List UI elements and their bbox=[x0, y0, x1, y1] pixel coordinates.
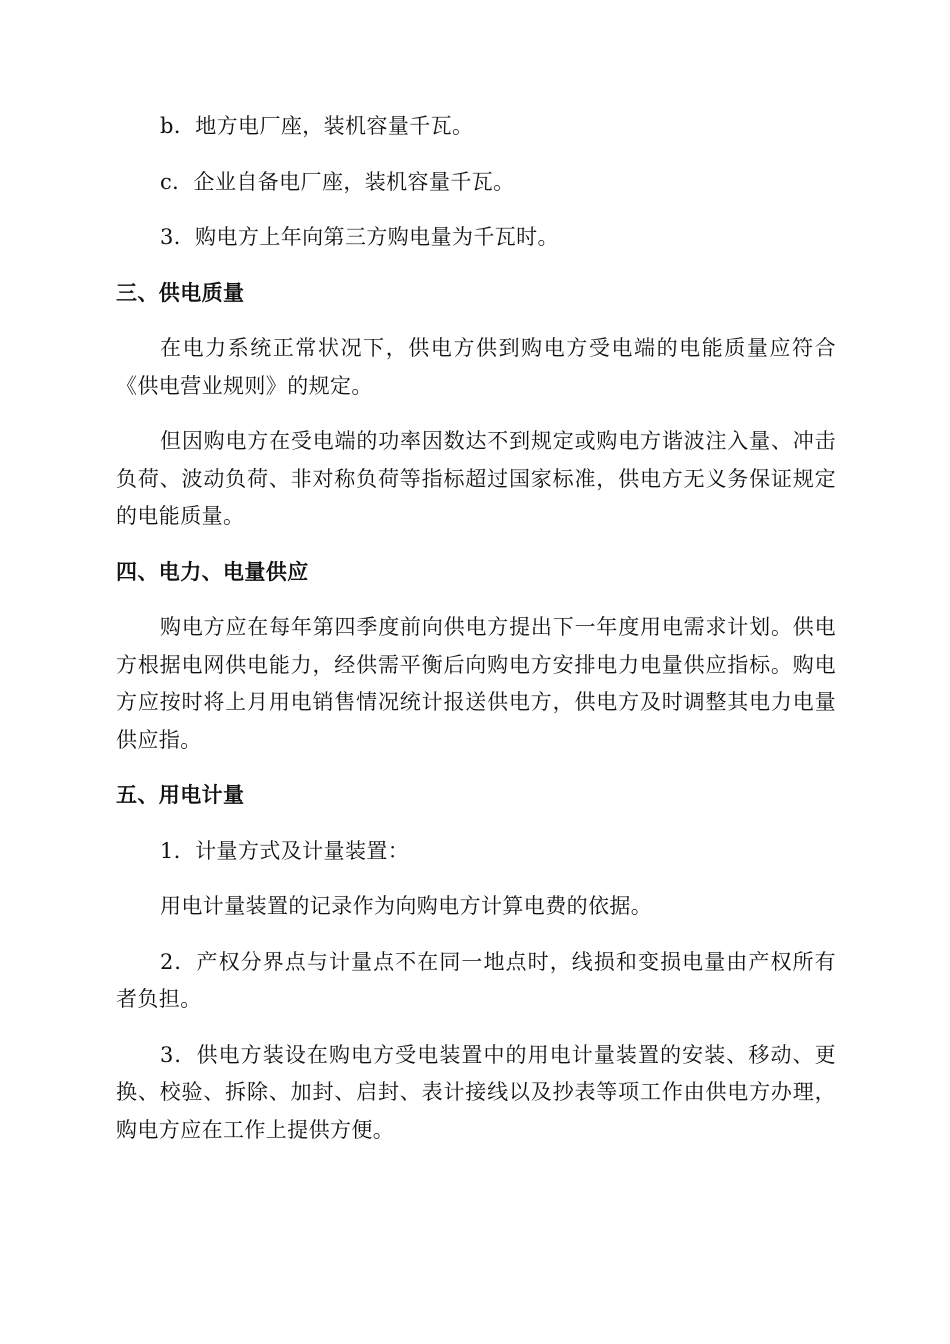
paragraph-metering-basis: 用电计量装置的记录作为向购电方计算电费的依据。 bbox=[160, 894, 653, 918]
paragraph-metering-3: 3．供电方装设在购电方受电装置中的用电计量装置的安装、移动、更换、校验、拆除、加封、启封、表计接线以及抄表等项工作由供电方办理，购电方应在工作上提供方便。 bbox=[116, 1042, 836, 1142]
paragraph-quality-exception: 但因购电方在受电端的功率因数达不到规定或购电方谐波注入量、冲击负荷、波动负荷、非对称负荷等指标超过国家标准，供电方无义务保证规定的电能质量。 bbox=[116, 429, 836, 528]
section-heading-supply-quality: 三、供电质量 bbox=[116, 280, 245, 305]
paragraph-quality-normal: 在电力系统正常状况下，供电方供到购电方受电端的电能质量应符合《供电营业规则》的规定。 bbox=[116, 336, 836, 398]
document-body bbox=[116, 108, 836, 1167]
paragraph-item-3: 3．购电方上年向第三方购电量为千瓦时。 bbox=[160, 225, 559, 249]
paragraph-item-b: b．地方电厂座，装机容量千瓦。 bbox=[160, 114, 474, 138]
paragraph-metering-1: 1．计量方式及计量装置： bbox=[160, 838, 410, 863]
paragraph-item-c: c．企业自备电厂座，装机容量千瓦。 bbox=[160, 169, 515, 194]
section-heading-power-supply: 四、电力、电量供应 bbox=[116, 559, 309, 584]
section-heading-metering: 五、用电计量 bbox=[116, 783, 245, 807]
paragraph-metering-2: 2．产权分界点与计量点不在同一地点时，线损和变损电量由产权所有者负担。 bbox=[116, 949, 836, 1011]
paragraph-power-plan: 购电方应在每年第四季度前向供电方提出下一年度用电需求计划。供电方根据电网供电能力，经供需平衡后向购电方安排电力电量供应指标。购电方应按时将上月用电销售情况统计报送供电方，供电方及时调整其电力电量供应指。 bbox=[116, 615, 836, 752]
